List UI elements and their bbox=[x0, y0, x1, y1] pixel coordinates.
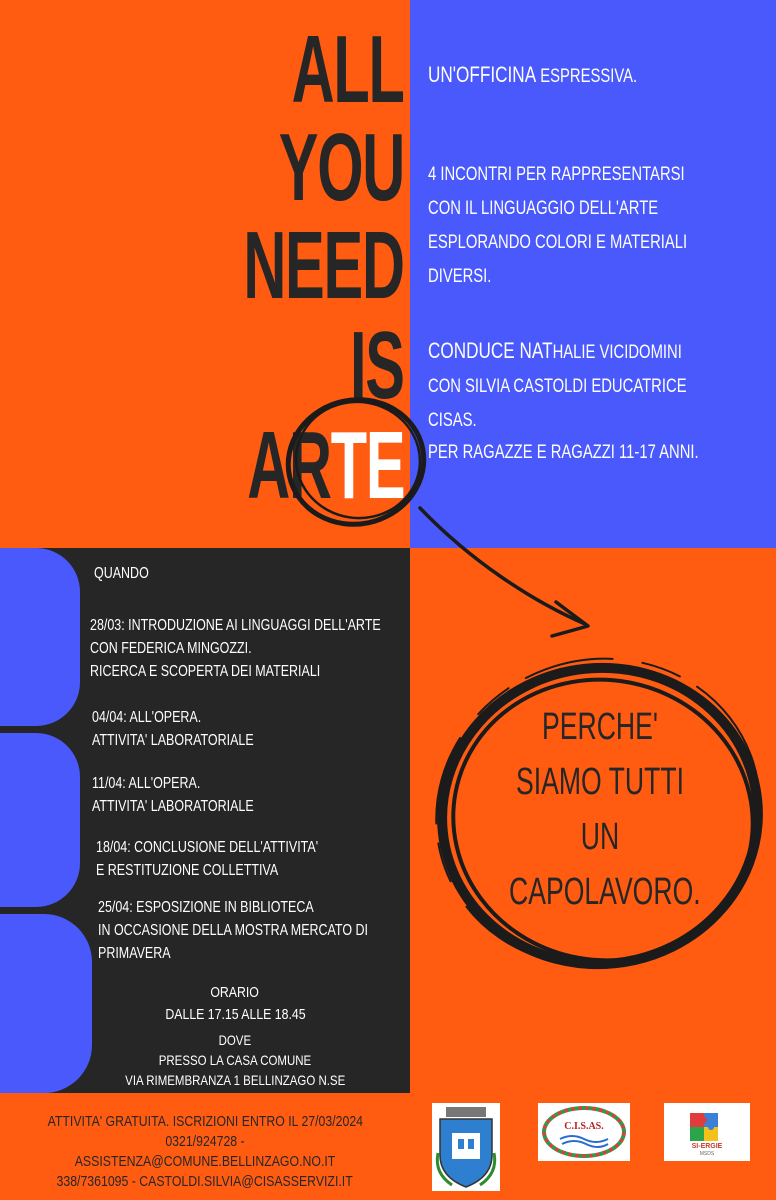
event-line: 18/04: CONCLUSIONE DELL'ATTIVITA' bbox=[96, 839, 319, 856]
footer-line-phone2: 338/7361095 - CASTOLDI.SILVIA@CISASSERVIZI.IT bbox=[56, 1173, 354, 1190]
title-ar: AR bbox=[246, 412, 331, 519]
title-you: YOU bbox=[278, 114, 404, 221]
event-line: 11/04: ALL'OPERA. bbox=[92, 775, 201, 792]
event-2504 bbox=[98, 896, 368, 965]
cisas-logo-text: C.I.S.AS. bbox=[564, 1121, 604, 1132]
title-all: ALL bbox=[292, 16, 404, 123]
cisas-ring-icon bbox=[538, 1103, 630, 1161]
event-line: CON FEDERICA MINGOZZI. bbox=[90, 640, 252, 657]
intro-p-line: DIVERSI. bbox=[428, 266, 492, 287]
intro-espressiva: ESPRESSIVA. bbox=[536, 66, 638, 87]
conductor-line2: CON SILVIA CASTOLDI EDUCATRICE CISAS. bbox=[428, 376, 687, 431]
title-need: NEED bbox=[243, 212, 404, 319]
footer-line-phone1: 0321/924728 - ASSISTENZA@COMUNE.BELLINZAGO.NO.IT bbox=[74, 1133, 336, 1170]
crest-icon bbox=[432, 1103, 500, 1191]
event-line: 28/03: INTRODUZIONE AI LINGUAGGI DELL'ARTE bbox=[90, 617, 381, 634]
intro-paragraph bbox=[428, 158, 687, 294]
intro-officina: UN'OFFICINA bbox=[428, 62, 537, 87]
orario-label: ORARIO bbox=[210, 984, 260, 1001]
event-line: ATTIVITA' LABORATORIALE bbox=[92, 732, 254, 749]
synergie-logo-sub: MSDS bbox=[699, 1151, 715, 1157]
circle-line: CAPOLAVORO. bbox=[509, 871, 701, 913]
dove-line2: VIA RIMEMBRANZA 1 BELLINZAGO N.SE bbox=[124, 1072, 346, 1088]
synergie-logo-text: SI-ERGIE bbox=[691, 1143, 723, 1150]
intro-line1 bbox=[428, 58, 637, 94]
capolavoro-message bbox=[470, 700, 730, 920]
conductor-line1 bbox=[428, 334, 699, 370]
conductor-name: HALIE VICIDOMINI bbox=[552, 342, 682, 363]
event-line: ATTIVITA' LABORATORIALE bbox=[92, 798, 254, 815]
event-line: RICERCA E SCOPERTA DEI MATERIALI bbox=[90, 663, 321, 680]
conductor-block bbox=[428, 334, 699, 438]
orario-block bbox=[60, 982, 410, 1026]
footer-line-free: ATTIVITA' GRATUITA. ISCRIZIONI ENTRO IL 27/03/2024 bbox=[47, 1113, 363, 1130]
event-line: PRIMAVERA bbox=[98, 945, 171, 962]
synergie-logo bbox=[664, 1103, 750, 1161]
event-line: 04/04: ALL'OPERA. bbox=[92, 709, 202, 726]
dove-block bbox=[60, 1030, 410, 1090]
event-1804 bbox=[96, 836, 318, 882]
event-0404 bbox=[92, 706, 254, 752]
dove-label: DOVE bbox=[218, 1032, 252, 1048]
target-age: PER RAGAZZE E RAGAZZI 11-17 ANNI. bbox=[428, 442, 699, 463]
event-1104 bbox=[92, 772, 254, 818]
orario-value: DALLE 17.15 ALLE 18.45 bbox=[164, 1006, 306, 1023]
footer-info bbox=[0, 1112, 410, 1192]
circle-line: UN bbox=[580, 816, 620, 858]
event-line: E RESTITUZIONE COLLETTIVA bbox=[96, 862, 279, 879]
event-line: 25/04: ESPOSIZIONE IN BIBLIOTECA bbox=[98, 899, 314, 916]
title-is: IS bbox=[350, 312, 404, 419]
circle-line: SIAMO TUTTI bbox=[516, 761, 684, 803]
cisas-logo bbox=[538, 1103, 630, 1161]
blue-bump-2 bbox=[0, 733, 80, 907]
intro-p-line: ESPLORANDO COLORI E MATERIALI bbox=[428, 232, 688, 253]
comune-crest-logo bbox=[432, 1103, 500, 1191]
event-2803 bbox=[90, 614, 381, 683]
intro-p-line: 4 INCONTRI PER RAPPRESENTARSI bbox=[428, 164, 685, 185]
title-te: TE bbox=[330, 412, 404, 519]
event-line: IN OCCASIONE DELLA MOSTRA MERCATO DI bbox=[98, 922, 368, 939]
conductor-prefix: CONDUCE NAT bbox=[428, 338, 553, 363]
intro-p-line: CON IL LINGUAGGIO DELL'ARTE bbox=[428, 198, 659, 219]
schedule-heading: QUANDO bbox=[94, 565, 149, 582]
title-arte bbox=[246, 412, 404, 519]
dove-line1: PRESSO LA CASA COMUNE bbox=[158, 1052, 312, 1068]
blue-bump-1 bbox=[0, 548, 80, 726]
circle-line: PERCHE' bbox=[542, 706, 658, 748]
